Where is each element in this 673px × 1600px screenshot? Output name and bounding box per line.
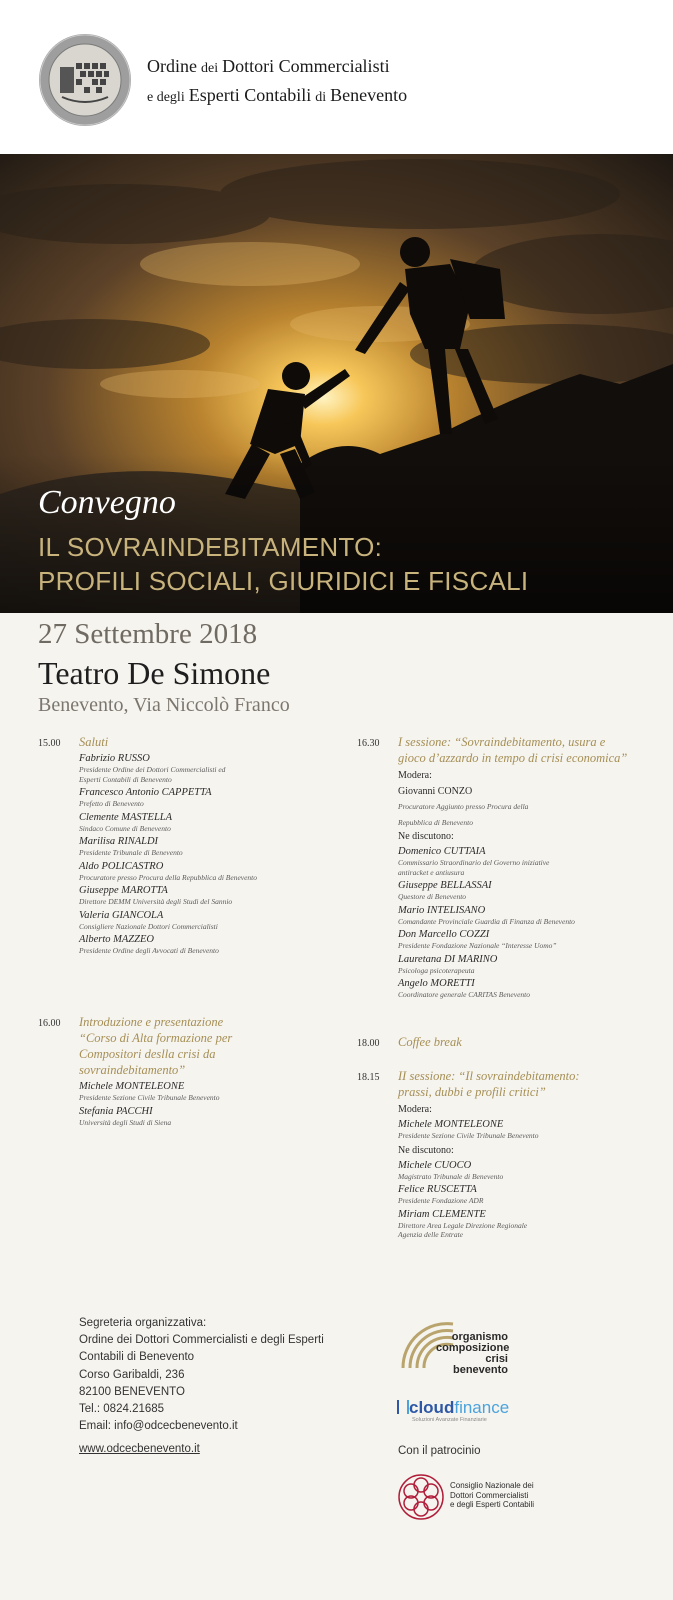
speaker-role: Presidente Tribunale di Benevento: [79, 848, 183, 857]
session-title: I sessione: “Sovraindebitamento, usura e: [398, 735, 606, 749]
session-title: prassi, dubbi e profili critici”: [398, 1085, 546, 1099]
event-address: Benevento, Via Niccolò Franco: [38, 694, 290, 716]
speaker-role: Coordinatore generale CARITAS Benevento: [398, 990, 530, 999]
moderator-label: Modera:: [398, 770, 432, 781]
speaker-name: Stefania PACCHI: [79, 1105, 153, 1117]
cloud-bars-icon: [397, 1400, 409, 1414]
speaker-name: Marilisa RINALDI: [79, 836, 159, 847]
speaker-role: Questore di Benevento: [398, 892, 467, 901]
speaker-name: Mario INTELISANO: [398, 904, 486, 916]
speaker-name: Francesco Antonio CAPPETTA: [79, 787, 212, 798]
organizing-secretariat: [79, 1315, 324, 1435]
session-title: gioco d’azzardo in tempo di crisi economica”: [398, 751, 628, 765]
event-title-line2: PROFILI SOCIALI, GIURIDICI E FISCALI: [38, 566, 529, 596]
speaker-role: Commissario Straordinario del Governo iniziative: [398, 858, 550, 867]
cndc-name: Consiglio Nazionale dei Dottori Commercialisti e degli Esperti Contabili: [450, 1481, 535, 1509]
program-session-first: [398, 734, 658, 1000]
speaker-name: Angelo MORETTI: [398, 978, 475, 989]
speaker-role: Direttore DEMM Università degli Studi del Sannio: [79, 897, 233, 906]
speaker-role: Consigliere Nazionale Dottori Commercialisti: [79, 921, 218, 931]
secretariat-phone: Tel.: 0824.21685: [79, 1403, 165, 1416]
speaker-name: Michele MONTELEONE: [79, 1081, 185, 1092]
odcec-seal-logo: [38, 33, 132, 127]
speaker-role: Presidente Fondazione Nazionale “Interesse Uomo”: [398, 941, 557, 950]
program-session-second: [398, 1068, 658, 1240]
cndc-logo: [397, 1473, 445, 1521]
speaker-role: Agenzia delle Entrate: [398, 1230, 463, 1239]
event-date: 27 Settembre 2018: [38, 618, 258, 650]
speaker-role: Repubblica di Benevento: [398, 817, 473, 827]
session-time: 16.00: [38, 1018, 61, 1029]
speaker-name: Felice RUSCETTA: [398, 1184, 477, 1195]
speaker-role: Presidente Sezione Civile Tribunale Benevento: [79, 1093, 220, 1102]
program-coffee-break: [398, 1034, 658, 1050]
speaker-role: Procuratore presso Procura della Repubblica di Benevento: [79, 872, 258, 882]
speaker-role: Presidente Sezione Civile Tribunale Benevento: [398, 1131, 539, 1140]
session-title: Introduzione e presentazione: [79, 1015, 224, 1029]
speaker-role: Comandante Provinciale Guardia di Finanza di Benevento: [398, 916, 575, 926]
header: [0, 0, 673, 154]
moderator-label: Modera:: [398, 1104, 432, 1115]
speaker-role: Procuratore Aggiunto presso Procura della: [398, 802, 529, 811]
speaker-name: Lauretana DI MARINO: [398, 953, 498, 965]
speaker-name: Miriam CLEMENTE: [398, 1208, 486, 1220]
speaker-name: Fabrizio RUSSO: [79, 753, 150, 764]
cloudfinance-logo: cloudfinance: [397, 1398, 509, 1418]
organization-name: Ordine dei Dottori Commercialisti e degli Esperti Contabili di Benevento: [147, 56, 408, 105]
session-title: “Corso di Alta formazione per: [79, 1031, 233, 1045]
website-link[interactable]: www.odcecbenevento.it: [79, 1443, 200, 1455]
speaker-name: Giuseppe BELLASSAI: [398, 880, 492, 891]
speaker-role: Università degli Studi di Siena: [79, 1117, 172, 1127]
speaker-name: Aldo POLICASTRO: [79, 860, 164, 872]
program-session-introduzione: [79, 1014, 319, 1127]
speaker-name: Valeria GIANCOLA: [79, 909, 164, 921]
program-session-saluti: [79, 734, 319, 956]
secretariat-address: Corso Garibaldi, 236: [79, 1368, 185, 1381]
session-title: sovraindebitamento”: [79, 1063, 186, 1077]
speaker-role: Prefetto di Benevento: [79, 799, 144, 808]
speaker-role: Presidente Ordine dei Dottori Commercialisti ed: [79, 765, 226, 774]
event-kind: Convegno: [38, 484, 176, 521]
speaker-role: antiracket e antiusura: [398, 867, 465, 877]
secretariat-email[interactable]: Email: info@odcecbenevento.it: [79, 1420, 238, 1433]
speaker-name: Alberto MAZZEO: [79, 934, 154, 945]
session-title: II sessione: “Il sovraindebitamento:: [398, 1069, 580, 1083]
cloudfinance-tagline: Soluzioni Avanzate Finanziarie: [412, 1417, 487, 1423]
speaker-role: Esperti Contabili di Benevento: [79, 774, 172, 784]
speaker-role: Presidente Ordine degli Avvocati di Benevento: [79, 946, 219, 955]
patronage-label: Con il patrocinio: [398, 1445, 481, 1457]
speaker-name: Domenico CUTTAIA: [398, 846, 486, 857]
speaker-name: Clemente MASTELLA: [79, 811, 173, 823]
session-title: Coffee break: [398, 1035, 462, 1049]
speaker-role: Presidente Fondazione ADR: [398, 1196, 484, 1205]
session-title: Saluti: [79, 735, 109, 749]
secretariat-line: Contabili di Benevento: [79, 1351, 195, 1364]
discussants-label: Ne discutono:: [398, 1144, 454, 1156]
session-time: 18.00: [357, 1038, 380, 1049]
speaker-name: Michele CUOCO: [398, 1159, 472, 1171]
session-time: 16.30: [357, 738, 380, 749]
speaker-role: Magistrato Tribunale di Benevento: [398, 1171, 504, 1181]
speaker-role: Direttore Area Legale Direzione Regionale: [398, 1220, 528, 1230]
speaker-role: Psicologa psicoterapeuta: [398, 965, 475, 975]
speaker-name: Giovanni CONZO: [398, 786, 473, 797]
speaker-name: Giuseppe MAROTTA: [79, 885, 168, 896]
session-time: 18.15: [357, 1072, 380, 1083]
occ-logo-text: organismo composizione crisi benevento: [436, 1331, 510, 1376]
speaker-name: Don Marcello COZZI: [398, 929, 490, 940]
secretariat-heading: Segreteria organizzativa:: [79, 1317, 207, 1329]
secretariat-line: Ordine dei Dottori Commercialisti e degli Esperti: [79, 1334, 324, 1347]
event-venue: Teatro De Simone: [38, 655, 271, 691]
session-title: Compositori deslla crisi da: [79, 1047, 216, 1061]
secretariat-city: 82100 BENEVENTO: [79, 1385, 185, 1398]
event-title-line1: IL SOVRAINDEBITAMENTO:: [38, 532, 383, 562]
session-time: 15.00: [38, 738, 61, 749]
speaker-name: Michele MONTELEONE: [398, 1119, 504, 1130]
discussants-label: Ne discutono:: [398, 831, 454, 842]
speaker-role: Sindaco Comune di Benevento: [79, 823, 171, 833]
